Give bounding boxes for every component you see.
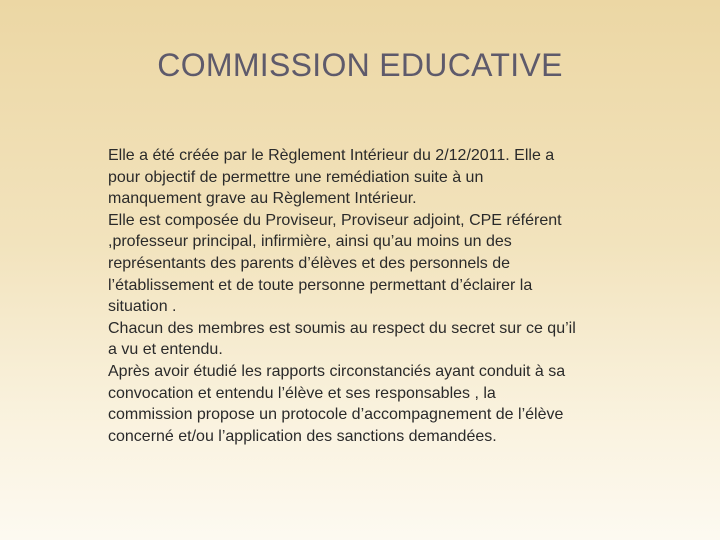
slide-body xyxy=(108,145,648,447)
slide-title xyxy=(0,47,720,84)
paragraph-creation: Elle a été créée par le Règlement Intérieur du 2/12/2011. Elle a pour objectif de permettre une remédiation suite à un manquement grave au Règlement Intérieur. xyxy=(108,147,555,208)
paragraph-procedure: Après avoir étudié les rapports circonstanciés ayant conduit à sa convocation et entendu l’élève et ses responsables , la commission propose un protocole d’accompagnement de l’élève concerné et/ou l’application des sanctions demandées. xyxy=(108,362,566,445)
paragraph-composition: Elle est composée du Proviseur, Proviseur adjoint, CPE référent ,professeur principal, infirmière, ainsi qu’au moins un des représentants des parents d’élèves et des personnels de l’établissement et de toute personne permettant d’éclairer la situation . xyxy=(108,211,562,316)
paragraph-confidentiality: Chacun des membres est soumis au respect du secret sur ce qu’il a vu et entendu. xyxy=(108,319,576,359)
slide-title-text: COMMISSION EDUCATIVE xyxy=(157,47,563,83)
